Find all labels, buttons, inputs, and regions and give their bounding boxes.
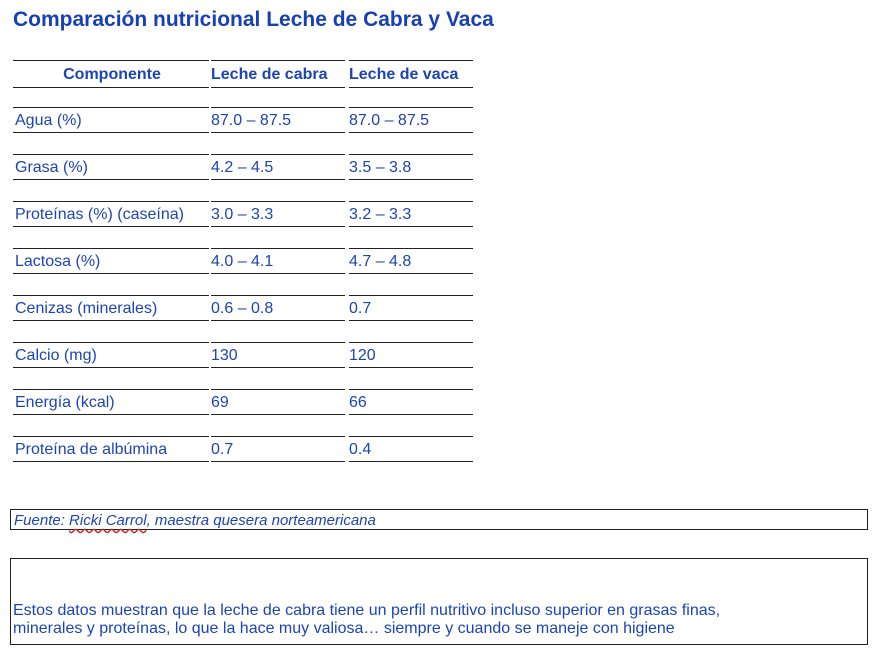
divider [349,295,473,296]
divider [211,367,345,368]
divider [13,389,209,390]
divider [211,320,345,321]
cell-component: Lactosa (%) [15,253,101,270]
cell-cow: 120 [349,347,376,364]
divider [211,226,345,227]
divider [349,201,473,202]
divider [211,436,345,437]
divider [211,87,345,88]
divider [349,60,473,61]
cell-cow: 4.7 – 4.8 [349,253,412,270]
divider [349,320,473,321]
divider [13,226,209,227]
divider [211,107,345,108]
cell-cow: 3.5 – 3.8 [349,159,412,176]
divider [13,179,209,180]
cell-component: Energía (kcal) [15,394,115,411]
divider [13,414,209,415]
note-line: Estos datos muestran que la leche de cabra tiene un perfil nutritivo incluso superior en grasas finas, [13,602,721,619]
cell-cow: 0.7 [349,300,372,317]
divider [13,107,209,108]
divider [349,414,473,415]
cell-component: Agua (%) [15,112,82,129]
divider [211,342,345,343]
divider [13,367,209,368]
cell-component: Proteínas (%) (caseína) [15,206,184,223]
divider [349,273,473,274]
divider [211,201,345,202]
divider [13,248,209,249]
divider [349,87,473,88]
note-line: minerales y proteínas, lo que la hace muy valiosa… siempre y cuando se maneje con higiene [13,620,675,637]
divider [349,179,473,180]
divider [349,367,473,368]
divider [211,461,345,462]
divider [13,295,209,296]
divider [349,389,473,390]
cell-goat: 4.2 – 4.5 [211,159,274,176]
divider [211,154,345,155]
note-box [10,558,868,645]
divider [13,132,209,133]
divider [211,179,345,180]
divider [349,461,473,462]
cell-goat: 0.6 – 0.8 [211,300,274,317]
source-prefix: Fuente: [14,512,70,529]
page-title: Comparación nutricional Leche de Cabra y Vaca [13,8,494,31]
source-box [10,509,868,530]
cell-goat: 3.0 – 3.3 [211,206,274,223]
divider [349,107,473,108]
cell-goat: 87.0 – 87.5 [211,112,292,129]
divider [211,132,345,133]
divider [13,87,209,88]
divider [13,461,209,462]
divider [13,436,209,437]
divider [211,248,345,249]
cell-goat: 4.0 – 4.1 [211,253,274,270]
divider [211,273,345,274]
divider [349,436,473,437]
cell-cow: 3.2 – 3.3 [349,206,412,223]
source-author: Ricki Carrol [69,512,147,529]
divider [349,342,473,343]
divider [349,154,473,155]
divider [211,60,345,61]
column-header-cow: Leche de vaca [349,66,459,83]
divider [211,389,345,390]
divider [13,154,209,155]
divider [211,295,345,296]
divider [211,414,345,415]
cell-cow: 87.0 – 87.5 [349,112,430,129]
cell-component: Grasa (%) [15,159,88,176]
divider [13,320,209,321]
divider [349,226,473,227]
cell-component: Calcio (mg) [15,347,97,364]
divider [13,60,209,61]
source-suffix: , maestra quesera norteamericana [146,512,376,529]
cell-component: Proteína de albúmina [15,441,168,458]
cell-goat: 69 [211,394,229,411]
divider [13,342,209,343]
cell-cow: 0.4 [349,441,372,458]
cell-goat: 0.7 [211,441,234,458]
column-header-goat: Leche de cabra [211,66,328,83]
divider [349,248,473,249]
column-header-component: Componente [63,66,161,83]
divider [13,273,209,274]
divider [13,201,209,202]
cell-cow: 66 [349,394,367,411]
cell-component: Cenizas (minerales) [15,300,158,317]
cell-goat: 130 [211,347,238,364]
divider [349,132,473,133]
